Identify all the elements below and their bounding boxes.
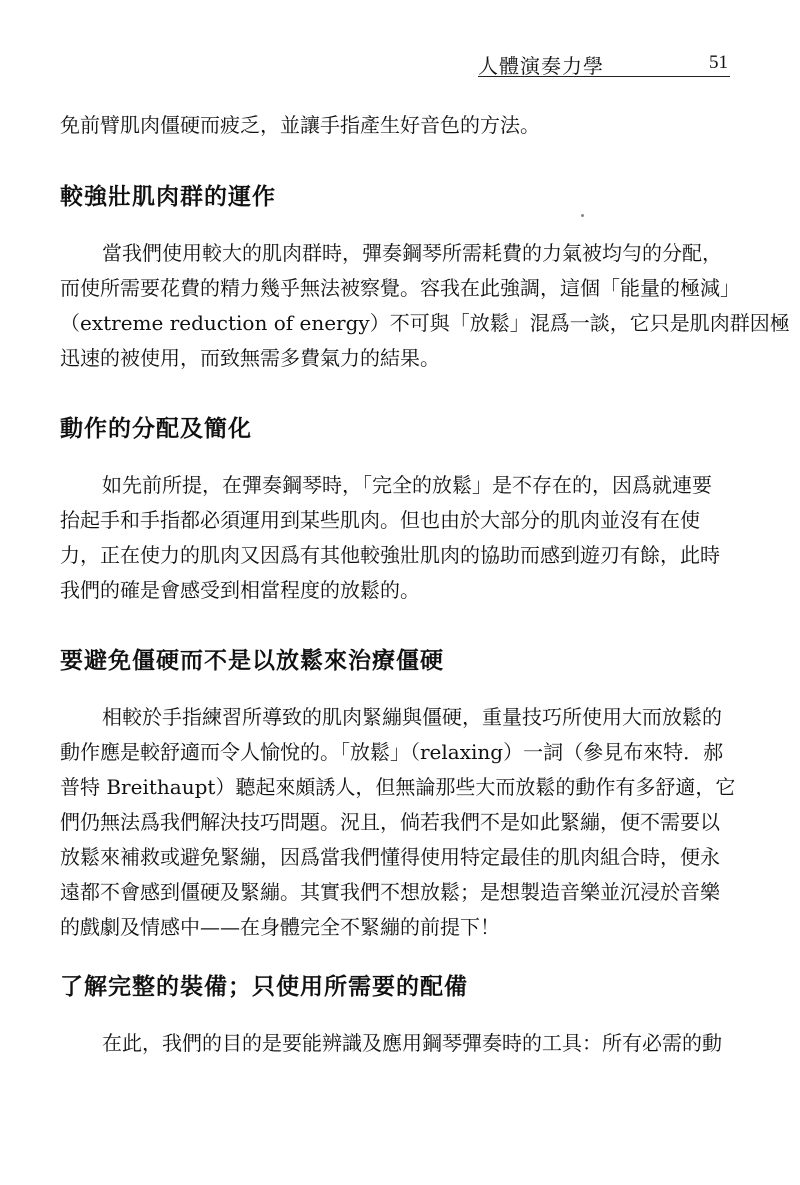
running-head	[478, 50, 730, 77]
text-line: 而使所需要花費的精力幾乎無法被察覺。容我在此強調，這個「能量的極減」	[60, 276, 740, 300]
text-line: （extreme reduction of energy）不可與「放鬆」混爲一談，它只是肌肉群因極	[60, 311, 790, 335]
text-line: 如先前所提，在彈奏鋼琴時，「完全的放鬆」是不存在的，因爲就連要	[102, 473, 712, 497]
text-line: 們仍無法爲我們解決技巧問題。況且，倘若我們不是如此緊繃，便不需要以	[60, 810, 720, 834]
text-line: 動作應是較舒適而令人愉悅的。「放鬆」（relaxing）一詞（參見布來特．郝	[60, 740, 724, 764]
text-line: 相較於手指練習所導致的肌肉緊繃與僵硬，重量技巧所使用大而放鬆的	[102, 705, 722, 729]
text-line: 遠都不會感到僵硬及緊繃。其實我們不想放鬆；是想製造音樂並沉浸於音樂	[60, 880, 720, 904]
running-title: 人體演奏力學	[478, 54, 604, 78]
section-heading	[60, 968, 730, 1001]
text-line: 當我們使用較大的肌肉群時，彈奏鋼琴所需耗費的力氣被均勻的分配，	[102, 241, 722, 265]
text-line: 抬起手和手指都必須運用到某些肌肉。但也由於大部分的肌肉並沒有在使	[60, 508, 700, 532]
section-heading	[60, 410, 730, 443]
text-line: 免前臂肌肉僵硬而疲乏，並讓手指產生好音色的方法。	[60, 113, 540, 137]
section-paragraph	[60, 700, 736, 945]
section-paragraph	[60, 468, 730, 608]
section-paragraph	[60, 1026, 730, 1061]
section-heading-text: 動作的分配及簡化	[60, 415, 252, 442]
text-line: 迅速的被使用，而致無需多費氣力的結果。	[60, 346, 440, 370]
scan-speck	[581, 214, 584, 217]
section-heading-text: 了解完整的裝備；只使用所需要的配備	[60, 973, 468, 1000]
text-line: 在此，我們的目的是要能辨識及應用鋼琴彈奏時的工具：所有必需的動	[102, 1031, 722, 1055]
text-line: 我們的確是會感受到相當程度的放鬆的。	[60, 578, 420, 602]
section-heading-text: 要避免僵硬而不是以放鬆來治療僵硬	[60, 647, 444, 674]
text-line: 力，正在使力的肌肉又因爲有其他較強壯肌肉的協助而感到遊刃有餘，此時	[60, 543, 720, 567]
text-line: 放鬆來補救或避免緊繃，因爲當我們懂得使用特定最佳的肌肉組合時，便永	[60, 845, 720, 869]
page-number: 51	[709, 52, 728, 73]
text-line: 的戲劇及情感中——在身體完全不緊繃的前提下！	[60, 915, 500, 939]
section-heading	[60, 178, 730, 211]
section-heading-text: 較強壯肌肉群的運作	[60, 183, 276, 210]
section-paragraph	[60, 236, 790, 376]
text-line: 普特 Breithaupt）聽起來頗誘人，但無論那些大而放鬆的動作有多舒適，它	[60, 775, 736, 799]
section-heading	[60, 642, 730, 675]
intro-paragraph	[60, 108, 730, 143]
